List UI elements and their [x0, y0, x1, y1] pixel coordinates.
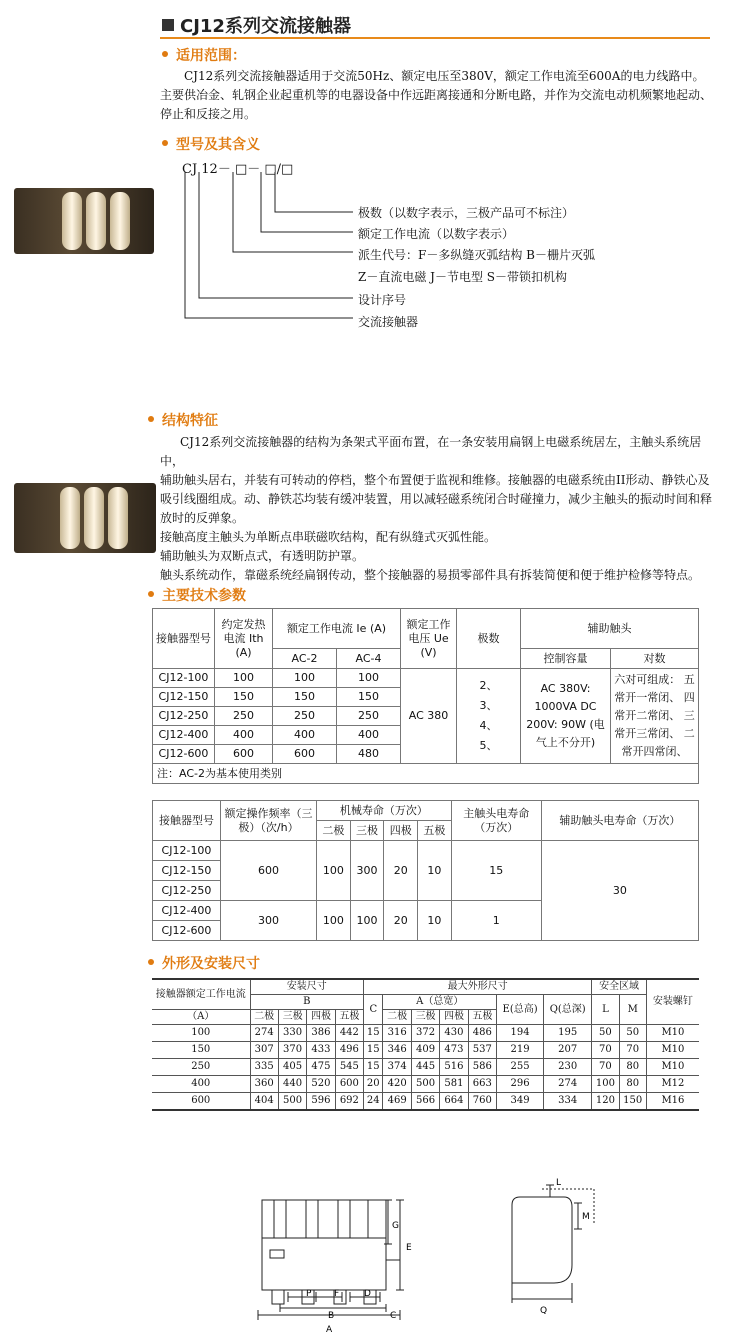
- cell: CJ12-100: [153, 841, 221, 861]
- cell: 274: [544, 1076, 592, 1093]
- title-rule: [160, 37, 710, 39]
- table-row: [153, 669, 699, 688]
- cell: 372: [411, 1025, 439, 1042]
- section-heading-structure: [148, 410, 218, 430]
- cell: 250: [337, 707, 401, 726]
- scope-paragraph: CJ12系列交流接触器适用于交流50Hz、额定电压至380V，额定工作电流至600A的电力线路中。主要供冶金、轧钢企业起重机等的电器设备中作远距离接通和分断电路，并作为交流电动机频繁地起动、停止和反接之用。: [160, 69, 713, 121]
- cell: 386: [307, 1025, 335, 1042]
- cell: 500: [278, 1093, 306, 1110]
- cell: 420: [383, 1076, 411, 1093]
- cell: 400: [215, 726, 273, 745]
- th-p4: 四极: [440, 1010, 468, 1025]
- cell: CJ12-250: [153, 881, 221, 901]
- cell: M10: [646, 1042, 699, 1059]
- th-p3: 三极: [278, 1010, 306, 1025]
- th-freq: 额定操作频率（三极）（次/h）: [221, 801, 317, 841]
- table-row: [152, 1093, 699, 1110]
- dim-label-f: F: [334, 1289, 340, 1299]
- cell: 433: [307, 1042, 335, 1059]
- cell: 150: [215, 688, 273, 707]
- cell: 20: [384, 901, 418, 941]
- th-model: 接触器型号: [153, 609, 215, 669]
- dim-label-g: G: [392, 1221, 399, 1231]
- th-c: C: [364, 995, 383, 1025]
- dim-label-d: D: [364, 1289, 371, 1299]
- th-p5: 五极: [418, 821, 452, 841]
- cell: 486: [468, 1025, 496, 1042]
- cell: 255: [497, 1059, 544, 1076]
- model-code: CJ 12－ □－ □/□: [182, 162, 294, 177]
- cell: 475: [307, 1059, 335, 1076]
- cell: M16: [646, 1093, 699, 1110]
- cell: 400: [337, 726, 401, 745]
- cell: 300: [350, 841, 384, 901]
- cell: 316: [383, 1025, 411, 1042]
- cell: 496: [335, 1042, 363, 1059]
- th-p2: 二极: [317, 821, 351, 841]
- dim-label-q: Q: [540, 1306, 548, 1316]
- title-text: CJ12系列交流接触器: [180, 16, 351, 37]
- cell: M10: [646, 1025, 699, 1042]
- th-safe: 安全区域: [592, 979, 647, 995]
- th-p4: 四极: [307, 1010, 335, 1025]
- structure-paragraph: [160, 433, 720, 585]
- cell: 663: [468, 1076, 496, 1093]
- cell: 516: [440, 1059, 468, 1076]
- th-p2: 二极: [250, 1010, 278, 1025]
- cell: 445: [411, 1059, 439, 1076]
- cell: 219: [497, 1042, 544, 1059]
- th-ue: 额定工作电压 Ue (V): [401, 609, 457, 669]
- section-heading-dimensions: [148, 953, 260, 973]
- cell: 194: [497, 1025, 544, 1042]
- table-row: [152, 1042, 699, 1059]
- section-heading-model: [162, 134, 260, 154]
- cell: 100: [337, 669, 401, 688]
- cell: 346: [383, 1042, 411, 1059]
- heading-text: 型号及其含义: [176, 137, 260, 153]
- th-l: L: [592, 995, 619, 1025]
- cell: 400: [273, 726, 337, 745]
- th-ith: 约定发热电流 Ith (A): [215, 609, 273, 669]
- structure-line: 放时的反弹象。: [160, 511, 245, 525]
- th-model: 接触器型号: [153, 801, 221, 841]
- cell: 100: [317, 901, 351, 941]
- cell: CJ12-400: [153, 726, 215, 745]
- cell: 100: [592, 1076, 619, 1093]
- th-max: 最大外形尺寸: [364, 979, 592, 995]
- cell: 566: [411, 1093, 439, 1110]
- th-b: B: [250, 995, 364, 1010]
- cell: M10: [646, 1059, 699, 1076]
- th-m: M: [619, 995, 646, 1025]
- cell: 274: [250, 1025, 278, 1042]
- cell: 250: [273, 707, 337, 726]
- th-q: Q(总深): [544, 995, 592, 1025]
- th-ie: 额定工作电流 Ie (A): [273, 609, 401, 649]
- cell: 250: [215, 707, 273, 726]
- cell: 1: [451, 901, 541, 941]
- cell: 600: [152, 1093, 250, 1110]
- cell: 100: [273, 669, 337, 688]
- table-row: [152, 1059, 699, 1076]
- cell: 120: [592, 1093, 619, 1110]
- cell: M12: [646, 1076, 699, 1093]
- heading-text: 适用范围：: [176, 48, 246, 64]
- cell-cap: AC 380V: 1000VA DC 200V: 90W (电气上不分开): [521, 669, 611, 764]
- th-p3: 三极: [350, 821, 384, 841]
- cell: 440: [278, 1076, 306, 1093]
- model-label-current: 额定工作电流（以数字表示）: [358, 227, 515, 241]
- cell: 349: [497, 1093, 544, 1110]
- dim-label-c: C: [390, 1311, 397, 1321]
- structure-line: CJ12系列交流接触器的结构为条架式平面布置，在一条安装用扁钢上电磁系统居左，主触头系统居中，: [160, 435, 702, 468]
- cell: 195: [544, 1025, 592, 1042]
- th-poles: 极数: [457, 609, 521, 669]
- dim-label-p: P: [306, 1289, 312, 1299]
- cell: 370: [278, 1042, 306, 1059]
- model-label-poles: 极数（以数字表示，三极产品可不标注）: [358, 206, 575, 220]
- cell: CJ12-150: [153, 861, 221, 881]
- cell: 150: [619, 1093, 646, 1110]
- th-p2: 二极: [383, 1010, 411, 1025]
- table-row: [152, 1025, 699, 1042]
- cell: 70: [592, 1042, 619, 1059]
- cell: 10: [418, 841, 452, 901]
- cell: 586: [468, 1059, 496, 1076]
- cell: 100: [350, 901, 384, 941]
- front-view-drawing: [250, 1180, 430, 1335]
- cell: 600: [335, 1076, 363, 1093]
- cell-ue: AC 380: [401, 669, 457, 764]
- cell: 600: [221, 841, 317, 901]
- cell: CJ12-150: [153, 688, 215, 707]
- cell: CJ12-100: [153, 669, 215, 688]
- dim-label-e: E: [406, 1243, 412, 1253]
- cell: CJ12-600: [153, 745, 215, 764]
- th-aux: 辅助触头: [521, 609, 699, 649]
- model-label-design: 设计序号: [358, 293, 407, 307]
- th-p3: 三极: [411, 1010, 439, 1025]
- section-heading-params: [148, 585, 246, 605]
- cell: 70: [619, 1042, 646, 1059]
- th-main-life: 主触头电寿命（万次）: [451, 801, 541, 841]
- th-pairs: 对数: [611, 649, 699, 669]
- cell: 80: [619, 1076, 646, 1093]
- model-diagram-lines: [175, 170, 365, 330]
- cell: 664: [440, 1093, 468, 1110]
- tech-params-table: [152, 608, 699, 784]
- side-view-drawing: [498, 1175, 608, 1325]
- cell: 50: [592, 1025, 619, 1042]
- cell: 15: [451, 841, 541, 901]
- cell: 409: [411, 1042, 439, 1059]
- th-ac4: AC-4: [337, 649, 401, 669]
- cell-pairs: 六对可组成： 五常开一常闭、 四常开二常闭、 三常开三常闭、 二常开四常闭、: [611, 669, 699, 764]
- cell: 207: [544, 1042, 592, 1059]
- structure-line: 辅助触头为双断点式，有透明防护罩。: [160, 549, 365, 563]
- th-current: 接触器额定工作电流: [152, 979, 250, 1010]
- cell: 80: [619, 1059, 646, 1076]
- cell: 10: [418, 901, 452, 941]
- cell: CJ12-250: [153, 707, 215, 726]
- cell: 230: [544, 1059, 592, 1076]
- cell: 250: [152, 1059, 250, 1076]
- cell: 335: [250, 1059, 278, 1076]
- cell: 600: [215, 745, 273, 764]
- cell: 150: [337, 688, 401, 707]
- cell: 100: [152, 1025, 250, 1042]
- cell: 442: [335, 1025, 363, 1042]
- table-note: 注：AC-2为基本使用类别: [153, 764, 699, 784]
- cell: 400: [152, 1076, 250, 1093]
- th-e: E(总高): [497, 995, 544, 1025]
- model-label-derivative: 派生代号：F－多纵缝灭弧结构 B－栅片灭弧: [358, 248, 595, 262]
- cell: 600: [273, 745, 337, 764]
- th-screw: 安装螺钉: [646, 979, 699, 1025]
- section-heading-scope: [162, 45, 246, 65]
- dim-label-b: B: [328, 1311, 335, 1321]
- dim-label-l: L: [556, 1178, 562, 1188]
- th-cap: 控制容量: [521, 649, 611, 669]
- cell: 24: [364, 1093, 383, 1110]
- cell: 596: [307, 1093, 335, 1110]
- dim-label-a: A: [326, 1325, 333, 1335]
- th-aux-life: 辅助触头电寿命（万次）: [541, 801, 698, 841]
- structure-line: 接触高度主触头为单断点串联磁吹结构，配有纵缝式灭弧性能。: [160, 530, 497, 544]
- th-a-width: A（总宽）: [383, 995, 497, 1010]
- dim-label-m: M: [582, 1212, 590, 1222]
- dimensions-table: [152, 978, 699, 1111]
- cell: 360: [250, 1076, 278, 1093]
- cell: 100: [215, 669, 273, 688]
- cell: 581: [440, 1076, 468, 1093]
- th-mech: 机械寿命（万次）: [317, 801, 452, 821]
- table-row: [153, 841, 699, 861]
- cell: 300: [221, 901, 317, 941]
- cell: 374: [383, 1059, 411, 1076]
- cell: 404: [250, 1093, 278, 1110]
- th-p5: 五极: [468, 1010, 496, 1025]
- structure-line: 吸引线圈组成。动、静铁芯均装有缓冲装置，用以减轻磁系统闭合时碰撞力，减少主触头的振动时间和释: [160, 492, 713, 506]
- structure-line: 触头系统动作，靠磁系统经扁钢传动，整个接触器的易损零部件具有拆装简便和便于维护检修等特点。: [160, 568, 701, 582]
- table-row: [152, 1076, 699, 1093]
- cell: 405: [278, 1059, 306, 1076]
- cell-poles: 2、 3、 4、 5、: [457, 669, 521, 764]
- model-label-type: 交流接触器: [358, 315, 419, 329]
- cell: 150: [152, 1042, 250, 1059]
- cell: 692: [335, 1093, 363, 1110]
- page-title: [162, 12, 351, 38]
- cell: 760: [468, 1093, 496, 1110]
- life-table: [152, 800, 699, 941]
- cell: 100: [317, 841, 351, 901]
- th-p5: 五极: [335, 1010, 363, 1025]
- contactor-photo-1: [14, 188, 154, 254]
- cell: 20: [364, 1076, 383, 1093]
- th-unit: （A）: [152, 1010, 250, 1025]
- cell: 500: [411, 1076, 439, 1093]
- cell: 545: [335, 1059, 363, 1076]
- cell: 537: [468, 1042, 496, 1059]
- cell: 330: [278, 1025, 306, 1042]
- cell: CJ12-600: [153, 921, 221, 941]
- model-label-suffix: Z－直流电磁 J－节电型 S－带锁扣机构: [358, 270, 567, 284]
- cell: 520: [307, 1076, 335, 1093]
- cell: 430: [440, 1025, 468, 1042]
- cell: 15: [364, 1059, 383, 1076]
- cell: 307: [250, 1042, 278, 1059]
- cell: 150: [273, 688, 337, 707]
- cell: 480: [337, 745, 401, 764]
- heading-text: 外形及安装尺寸: [162, 956, 260, 972]
- cell: CJ12-400: [153, 901, 221, 921]
- th-install: 安装尺寸: [250, 979, 364, 995]
- contactor-photo-2: [14, 483, 156, 553]
- cell-aux-life: 30: [541, 841, 698, 941]
- cell: 70: [592, 1059, 619, 1076]
- cell: 20: [384, 841, 418, 901]
- cell: 296: [497, 1076, 544, 1093]
- cell: 469: [383, 1093, 411, 1110]
- structure-line: 辅助触头居右，并装有可转动的停档，整个布置便于监视和维修。接触器的电磁系统由II形动、静铁心及: [160, 473, 710, 487]
- cell: 15: [364, 1042, 383, 1059]
- cell: 334: [544, 1093, 592, 1110]
- th-p4: 四极: [384, 821, 418, 841]
- th-ac2: AC-2: [273, 649, 337, 669]
- cell: 50: [619, 1025, 646, 1042]
- heading-text: 主要技术参数: [162, 588, 246, 604]
- cell: 15: [364, 1025, 383, 1042]
- heading-text: 结构特征: [162, 413, 218, 429]
- cell: 473: [440, 1042, 468, 1059]
